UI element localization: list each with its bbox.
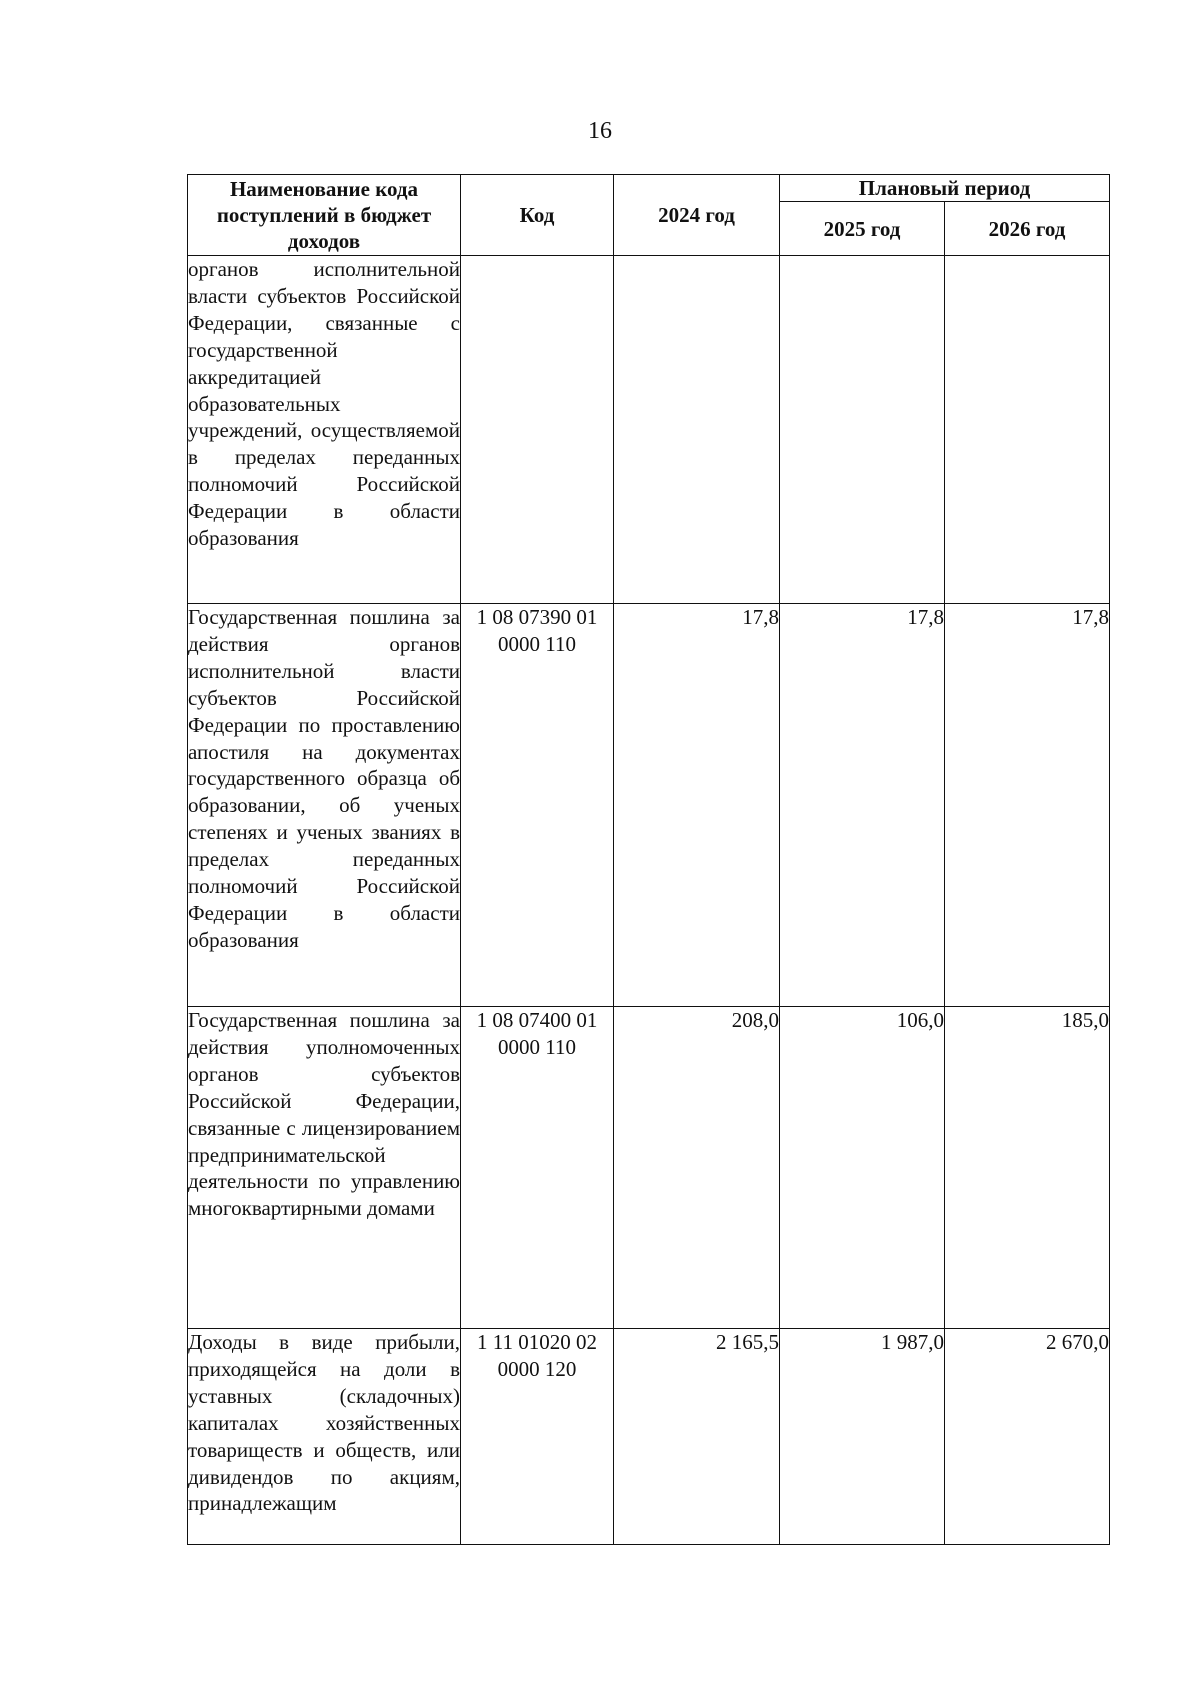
row-value-2026: 2 670,0 [945, 1329, 1110, 1545]
row-name: Государственная пошлина за действия уполномоченных органов субъектов Российской Федерации, связанные с лицензированием предпринимательской деятельности по управлению многоквартирными домами [188, 1007, 461, 1329]
row-name: Государственная пошлина за действия органов исполнительной власти субъектов Российской Федерации по проставлению апостиля на документах государственного образца об образовании, об ученых степенях и ученых званиях в пределах переданных полномочий Российской Федерации в области образования [188, 604, 461, 1007]
row-value-2025 [780, 256, 945, 604]
row-code: 1 11 01020 02 0000 120 [461, 1329, 614, 1545]
header-name: Наименование кода поступлений в бюджет доходов [188, 175, 461, 256]
row-value-2024: 208,0 [614, 1007, 780, 1329]
table-body [188, 256, 1110, 1545]
row-value-2025: 1 987,0 [780, 1329, 945, 1545]
page-number: 16 [588, 118, 612, 144]
row-value-2026: 17,8 [945, 604, 1110, 1007]
row-value-2025: 106,0 [780, 1007, 945, 1329]
row-code: 1 08 07390 01 0000 110 [461, 604, 614, 1007]
row-value-2026: 185,0 [945, 1007, 1110, 1329]
row-value-2024 [614, 256, 780, 604]
row-value-2024: 17,8 [614, 604, 780, 1007]
table-row [188, 1007, 1110, 1329]
row-value-2025: 17,8 [780, 604, 945, 1007]
table-row [188, 256, 1110, 604]
header-2025: 2025 год [780, 202, 945, 256]
header-2026: 2026 год [945, 202, 1110, 256]
row-name: Доходы в виде прибыли, приходящейся на доли в уставных (складочных) капиталах хозяйственных товариществ и обществ, или дивидендов по акциям, принадлежащим [188, 1329, 461, 1545]
table-row [188, 1329, 1110, 1545]
row-code: 1 08 07400 01 0000 110 [461, 1007, 614, 1329]
table-row [188, 604, 1110, 1007]
row-code [461, 256, 614, 604]
header-2024: 2024 год [614, 175, 780, 256]
header-planning-period: Плановый период [780, 175, 1110, 202]
row-name: органов исполнительной власти субъектов Российской Федерации, связанные с государственной аккредитацией образовательных учреждений, осуществляемой в пределах переданных полномочий Российской Федерации в области образования [188, 256, 461, 604]
row-value-2024: 2 165,5 [614, 1329, 780, 1545]
revenue-table [187, 174, 1110, 1545]
row-value-2026 [945, 256, 1110, 604]
table-header [188, 175, 1110, 256]
header-code: Код [461, 175, 614, 256]
